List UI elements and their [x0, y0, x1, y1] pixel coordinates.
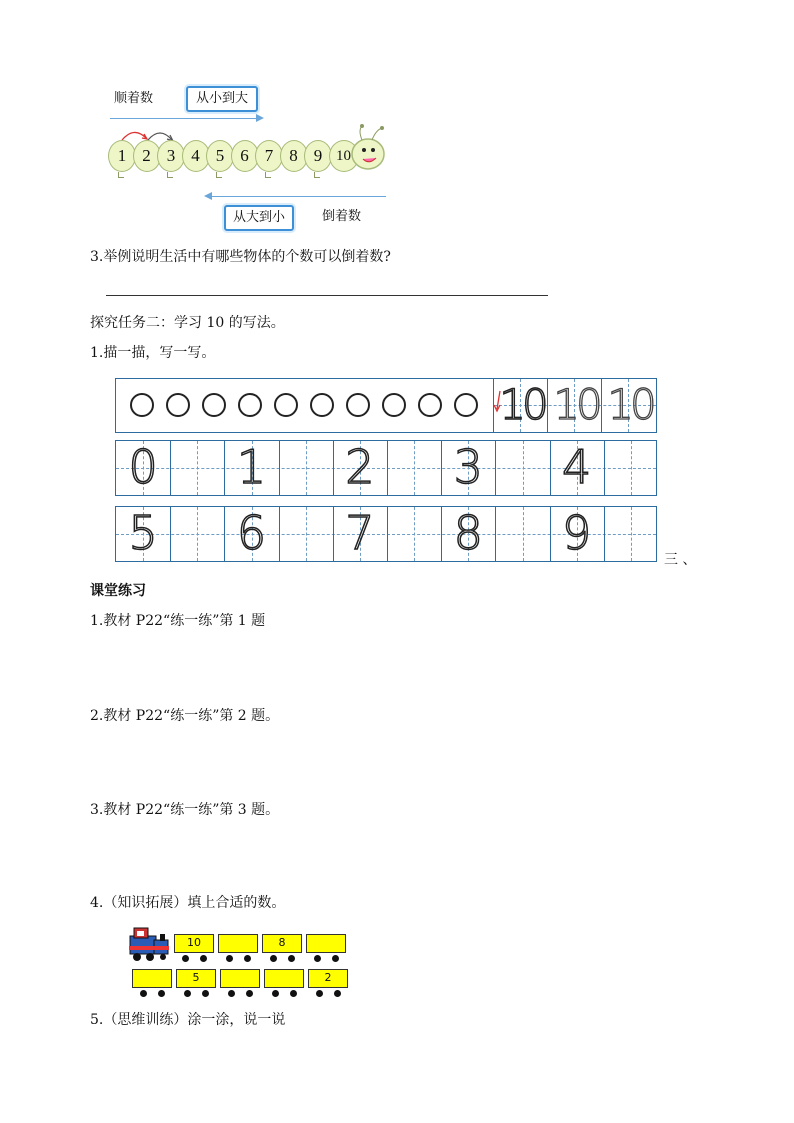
- train-wheel: [272, 990, 279, 997]
- tracing-row-3: [115, 506, 657, 562]
- counting-circle: [382, 393, 406, 417]
- grid-guide: [306, 441, 307, 495]
- grid-guide: [523, 441, 524, 495]
- caterpillar-segment: 7: [255, 140, 283, 172]
- train-wheel: [244, 955, 251, 962]
- train-wheel: [200, 955, 207, 962]
- caterpillar-segment: 1: [108, 140, 136, 172]
- forward-count-label: 顺着数: [114, 91, 154, 106]
- counting-circle: [454, 393, 478, 417]
- train-wheel: [270, 955, 277, 962]
- exercise-1: 1.教材 P22“练一练”第 1 题: [90, 613, 266, 629]
- grid-divider: [495, 441, 496, 495]
- counting-circle: [130, 393, 154, 417]
- grid-guide: [631, 441, 632, 495]
- train-car[interactable]: [218, 934, 258, 953]
- answer-line[interactable]: [106, 295, 548, 296]
- train-wheel: [226, 955, 233, 962]
- exercise-4: 4.（知识拓展）填上合适的数。: [90, 895, 286, 911]
- grid-guide: [197, 507, 198, 561]
- train-wheel: [184, 990, 191, 997]
- caterpillar-leg: [118, 172, 124, 178]
- grid-guide: [306, 507, 307, 561]
- grid-divider: [279, 441, 280, 495]
- backward-arrow-head: [204, 192, 212, 200]
- caterpillar-leg: [216, 172, 222, 178]
- grid-divider: [495, 507, 496, 561]
- trace-digit[interactable]: 10: [607, 380, 653, 429]
- exercise-2: 2.教材 P22“练一练”第 2 题。: [90, 708, 280, 724]
- trace-digit[interactable]: 5: [128, 506, 158, 560]
- train-car[interactable]: [132, 969, 172, 988]
- train-wheel: [288, 955, 295, 962]
- trace-digit[interactable]: 4: [562, 440, 592, 494]
- train-wheel: [334, 990, 341, 997]
- caterpillar-segment: 9: [304, 140, 332, 172]
- question-3: 3.举例说明生活中有哪些物体的个数可以倒着数?: [90, 249, 391, 265]
- caterpillar-leg: [265, 172, 271, 178]
- grid-divider: [604, 507, 605, 561]
- counting-circle: [274, 393, 298, 417]
- trace-digit[interactable]: 3: [453, 440, 483, 494]
- task-2-heading: 探究任务二：学习 10 的写法。: [90, 315, 285, 331]
- backward-count-label: 倒着数: [322, 209, 362, 224]
- stroke-direction-arrow-icon: [492, 389, 504, 415]
- exercise-3: 3.教材 P22“练一练”第 3 题。: [90, 802, 280, 818]
- caterpillar-head-icon: [348, 124, 388, 174]
- train-wheel: [202, 990, 209, 997]
- train-car[interactable]: 5: [176, 969, 216, 988]
- trace-digit[interactable]: 8: [453, 506, 483, 560]
- train-car[interactable]: 10: [174, 934, 214, 953]
- train-wheel: [246, 990, 253, 997]
- train-car[interactable]: [220, 969, 260, 988]
- counting-circle: [346, 393, 370, 417]
- grid-divider: [279, 507, 280, 561]
- trace-digit[interactable]: 9: [562, 506, 592, 560]
- section-3-label: 三 、: [664, 552, 697, 568]
- train-car[interactable]: 2: [308, 969, 348, 988]
- trace-digit[interactable]: 1: [236, 440, 267, 494]
- grid-divider: [604, 441, 605, 495]
- caterpillar-segment: 5: [206, 140, 234, 172]
- grid-divider: [170, 507, 171, 561]
- grid-guide: [197, 441, 198, 495]
- locomotive-icon: [128, 924, 172, 962]
- train-car[interactable]: [306, 934, 346, 953]
- trace-digit[interactable]: 0: [128, 440, 158, 494]
- trace-digit[interactable]: 10: [499, 380, 545, 429]
- caterpillar-leg: [314, 172, 320, 178]
- tracing-row-1: [115, 378, 657, 433]
- grid-guide: [414, 507, 415, 561]
- caterpillar-segment: 3: [157, 140, 185, 172]
- tracing-row-2: [115, 440, 657, 496]
- small-to-large-box: 从小到大: [186, 86, 258, 112]
- trace-digit[interactable]: 7: [345, 506, 375, 560]
- counting-circle: [202, 393, 226, 417]
- counting-circle: [166, 393, 190, 417]
- grid-guide: [523, 507, 524, 561]
- practice-title: 课堂练习: [90, 583, 146, 599]
- caterpillar-segment: 2: [133, 140, 161, 172]
- question-5: 5.（思维训练）涂一涂，说一说: [90, 1012, 286, 1028]
- counting-circle: [238, 393, 262, 417]
- train-wheel: [314, 955, 321, 962]
- train-wheel: [316, 990, 323, 997]
- forward-arrow-head: [256, 114, 264, 122]
- counting-circle: [418, 393, 442, 417]
- trace-digit[interactable]: 10: [553, 380, 599, 429]
- counting-circle: [310, 393, 334, 417]
- large-to-small-box: 从大到小: [224, 205, 294, 231]
- backward-arrow-line: [210, 196, 386, 197]
- trace-instruction: 1.描一描，写一写。: [90, 345, 216, 361]
- train-wheel: [290, 990, 297, 997]
- caterpillar-segment: 10: [329, 140, 359, 172]
- train-car[interactable]: 8: [262, 934, 302, 953]
- grid-guide: [414, 441, 415, 495]
- train-wheel: [228, 990, 235, 997]
- grid-divider: [170, 441, 171, 495]
- grid-divider: [387, 441, 388, 495]
- caterpillar-leg: [167, 172, 173, 178]
- train-wheel: [332, 955, 339, 962]
- trace-digit[interactable]: 6: [236, 506, 267, 560]
- caterpillar-segment: 6: [231, 140, 259, 172]
- trace-digit[interactable]: 2: [345, 440, 375, 494]
- train-car[interactable]: [264, 969, 304, 988]
- train-wheel: [182, 955, 189, 962]
- grid-guide: [631, 507, 632, 561]
- caterpillar-segment: 8: [280, 140, 308, 172]
- caterpillar-segment: 4: [182, 140, 210, 172]
- grid-divider: [387, 507, 388, 561]
- train-wheel: [158, 990, 165, 997]
- forward-arrow-line: [110, 118, 262, 119]
- train-wheel: [140, 990, 147, 997]
